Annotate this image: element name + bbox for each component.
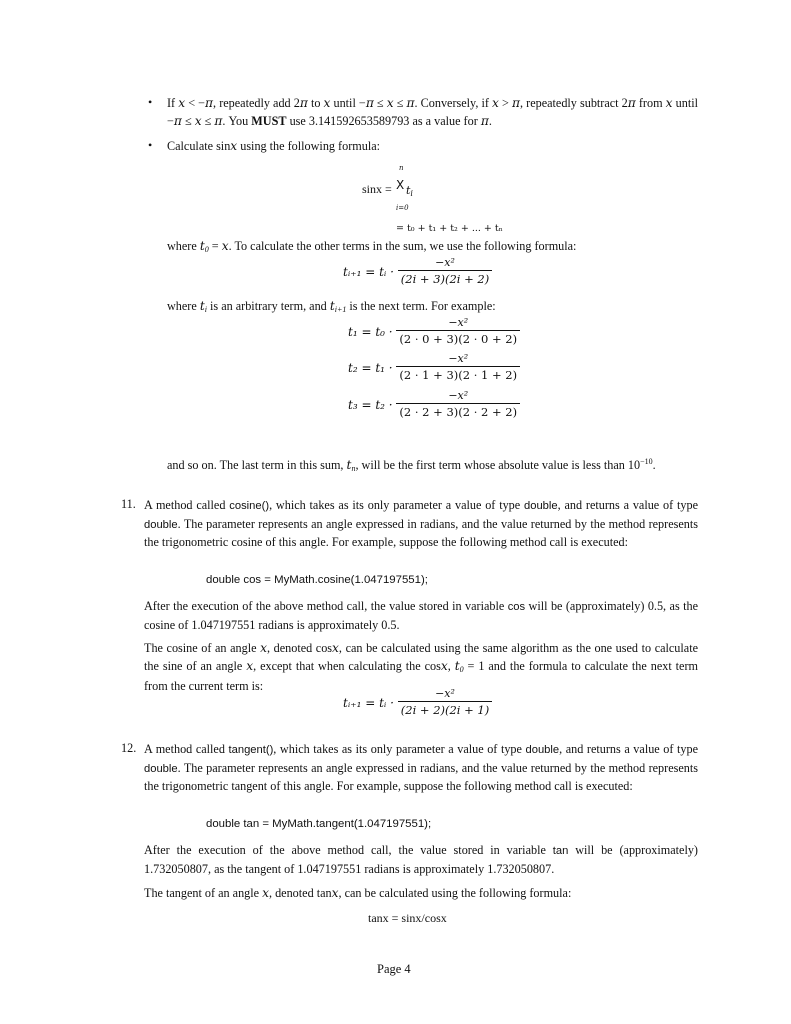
text-run: will be (approximately) 1.732050807, as the tangent of 1.047197551 radians is approximately 1.732050807. [144, 843, 698, 876]
sum-expansion: = t₀ + t₁ + t₂ + ... + tₙ [396, 223, 503, 234]
bullet-marker: • [148, 138, 153, 152]
math-symbol: t [346, 458, 352, 472]
text-run: = [208, 239, 222, 253]
fraction-numerator: −x² [448, 389, 469, 402]
text-run: . You [222, 113, 252, 128]
item-11-intro [144, 497, 698, 552]
subscript: i [204, 305, 207, 314]
item-12-intro [144, 741, 698, 796]
inline-code: cos [507, 601, 526, 613]
superscript: −10 [640, 457, 653, 466]
fraction-numerator: −x² [435, 687, 455, 700]
text-run: use 3.141592653589793 as a value for [286, 113, 481, 128]
inline-code: tangent() [228, 744, 274, 756]
example-t2 [348, 352, 520, 383]
text-run: will be (approximately) 0.5, as the cosine of 1.047197551 radians is approximately 0.5. [144, 599, 699, 632]
bullet-range-reduction [167, 95, 698, 130]
text-run: from [635, 96, 666, 110]
math-symbol: x [323, 96, 331, 110]
math-symbol: π [627, 96, 636, 110]
subscript: i+1 [334, 305, 347, 314]
math-symbol: x [221, 239, 229, 253]
last-term-text [167, 453, 698, 478]
subscript: 0 [204, 245, 209, 254]
sigma-symbol: X [396, 178, 405, 192]
fraction-numerator: −x² [435, 256, 455, 269]
text-run: , can be calculated using the same algorithm as the one used to calculate the sine of an angle [144, 641, 698, 673]
math-symbol: π [299, 96, 308, 110]
math-symbol: t [199, 239, 205, 253]
cosine-recurrence [343, 687, 492, 718]
recurrence-lhs: tᵢ₊₁ = tᵢ · [343, 264, 394, 279]
example-lhs: t₃ = t₂ · [348, 397, 393, 412]
math-symbol: t [199, 299, 205, 313]
text-run: , will be the first term whose absolute value is less than 10 [355, 458, 641, 472]
text-run: < − [185, 96, 206, 110]
text-run: to [307, 96, 324, 110]
item-11-after [144, 598, 698, 634]
math-symbol: x [178, 96, 186, 110]
text-run: , which takes as its only parameter a value of type [273, 742, 526, 756]
recurrence-fraction [398, 256, 492, 287]
text-run: After the execution of the above method call, the value stored in variable [144, 843, 553, 857]
text-run: A method called [144, 498, 230, 512]
item-12-after [144, 842, 698, 878]
sum-term: $t_i$ [406, 184, 413, 198]
text-run: . Conversely, if [414, 96, 493, 110]
text-run: The tangent of an angle [144, 886, 263, 900]
item-12-extra [144, 885, 698, 903]
text-run: , repeatedly add 2 [213, 96, 300, 110]
inline-code: double [144, 518, 178, 531]
page-number: Page 4 [377, 962, 411, 976]
text-run: , except that when calculating the cos [253, 658, 441, 673]
text-run: is the next term. For example: [346, 299, 496, 313]
text-run: , can be calculated using the following formula: [338, 886, 572, 900]
text-run: ≤ [373, 96, 387, 110]
text-run: > [498, 96, 512, 110]
text-run: . The parameter represents an angle expressed in radians, and the value returned by the method represents the trigonometric tangent of this angle. For example, suppose the following method call is executed: [144, 760, 698, 794]
bullet-marker: • [148, 95, 153, 109]
text-run: using the following formula: [237, 139, 381, 153]
math-symbol: x [440, 658, 448, 673]
sum-lhs: sinx = [362, 182, 392, 196]
inline-code: double [144, 762, 178, 775]
inline-code: double [524, 500, 558, 512]
text-run: , and returns a value of type [559, 742, 698, 756]
math-symbol: x [194, 113, 202, 128]
text-run: until − [167, 96, 698, 128]
example-fraction [396, 316, 520, 347]
math-symbol: x [492, 96, 499, 110]
text-run: ≤ [201, 113, 215, 128]
text-run: . The parameter represents an angle expressed in radians, and the value returned by the method represents the trigonometric cosine of this angle. For example, suppose the following method call is executed: [144, 516, 698, 550]
text-run: where [167, 239, 200, 253]
recurrence-fraction [398, 687, 492, 718]
math-symbol: π [173, 113, 182, 128]
example-fraction [396, 352, 520, 383]
text-run: . To calculate the other terms in the sum, we use the following formula: [228, 239, 577, 253]
math-symbol: x [262, 886, 269, 900]
fraction-denominator: (2i + 3)(2i + 2) [398, 270, 492, 287]
text-run: where [167, 299, 200, 313]
math-symbol: π [365, 96, 374, 110]
text-run: . [488, 113, 492, 128]
fraction-numerator: −x² [448, 352, 469, 365]
fraction-denominator: (2 · 2 + 3)(2 · 2 + 2) [396, 403, 520, 420]
subscript: 0 [459, 664, 464, 674]
text-run: and so on. The last term in this sum, [167, 458, 347, 472]
fraction-denominator: (2 · 1 + 3)(2 · 1 + 2) [396, 366, 520, 383]
math-symbol: π [480, 113, 489, 128]
text-run: , denoted tan [268, 886, 332, 900]
item-number: 12. [121, 741, 137, 755]
math-symbol: x [331, 886, 339, 900]
text-run: A method called [144, 742, 229, 756]
recurrence-lhs: tᵢ₊₁ = tᵢ · [343, 695, 394, 710]
example-t3 [348, 389, 520, 420]
item-12-code: double tan = MyMath.tangent(1.047197551); [206, 818, 432, 830]
math-symbol: t [454, 658, 460, 673]
tangent-formula: tanx = sinx/cosx [368, 911, 447, 925]
math-symbol: x [386, 96, 394, 110]
math-symbol: π [214, 113, 223, 128]
text-run: , [447, 658, 455, 673]
text-run: Calculate sin [167, 139, 231, 153]
subscript: n [351, 464, 356, 473]
math-symbol: t [329, 299, 335, 313]
example-t1 [348, 316, 520, 347]
math-symbol: x [230, 139, 238, 153]
text-run: , which takes as its only parameter a value of type [269, 498, 525, 512]
fraction-numerator: −x² [448, 316, 469, 329]
example-lhs: t₁ = t₀ · [348, 324, 393, 339]
emphasis: MUST [251, 113, 287, 128]
math-symbol: π [205, 96, 214, 110]
math-symbol: π [511, 96, 520, 110]
math-symbol: x [665, 96, 673, 110]
text-run: ≤ [181, 113, 195, 128]
example-lhs: t₂ = t₁ · [348, 360, 393, 375]
sum-lower-limit: i=0 [396, 204, 409, 212]
text-run: After the execution of the above method call, the value stored in variable [144, 599, 508, 613]
inline-code: cosine() [229, 500, 270, 512]
inline-code: double [525, 744, 560, 756]
text-run: . [652, 458, 656, 472]
math-symbol: x [260, 641, 267, 655]
sine-recurrence [343, 256, 492, 287]
text-run: The cosine of an angle [144, 641, 261, 655]
inline-code: tan [552, 845, 569, 857]
text-run: , and returns a value of type [557, 498, 699, 512]
text-run: , repeatedly subtract 2 [520, 96, 628, 110]
math-symbol: π [406, 96, 415, 110]
text-run: until − [330, 96, 366, 110]
example-fraction [396, 389, 520, 420]
bullet-sine-formula [167, 138, 698, 156]
fraction-denominator: (2 · 0 + 3)(2 · 0 + 2) [396, 330, 520, 347]
math-symbol: x [246, 658, 254, 673]
text-run: ≤ [393, 96, 407, 110]
item-number: 11. [121, 497, 136, 511]
math-symbol: x [332, 641, 339, 655]
item-11-code: double cos = MyMath.cosine(1.047197551); [206, 574, 428, 586]
sum-upper-limit: n [399, 164, 404, 172]
text-run: , denoted cos [266, 641, 333, 655]
text-run: is an arbitrary term, and [206, 299, 330, 313]
fraction-denominator: (2i + 2)(2i + 1) [398, 701, 492, 718]
text-run: If [167, 96, 179, 110]
text-run: = 1 and the formula to calculate the next term from the current term is: [144, 658, 698, 694]
